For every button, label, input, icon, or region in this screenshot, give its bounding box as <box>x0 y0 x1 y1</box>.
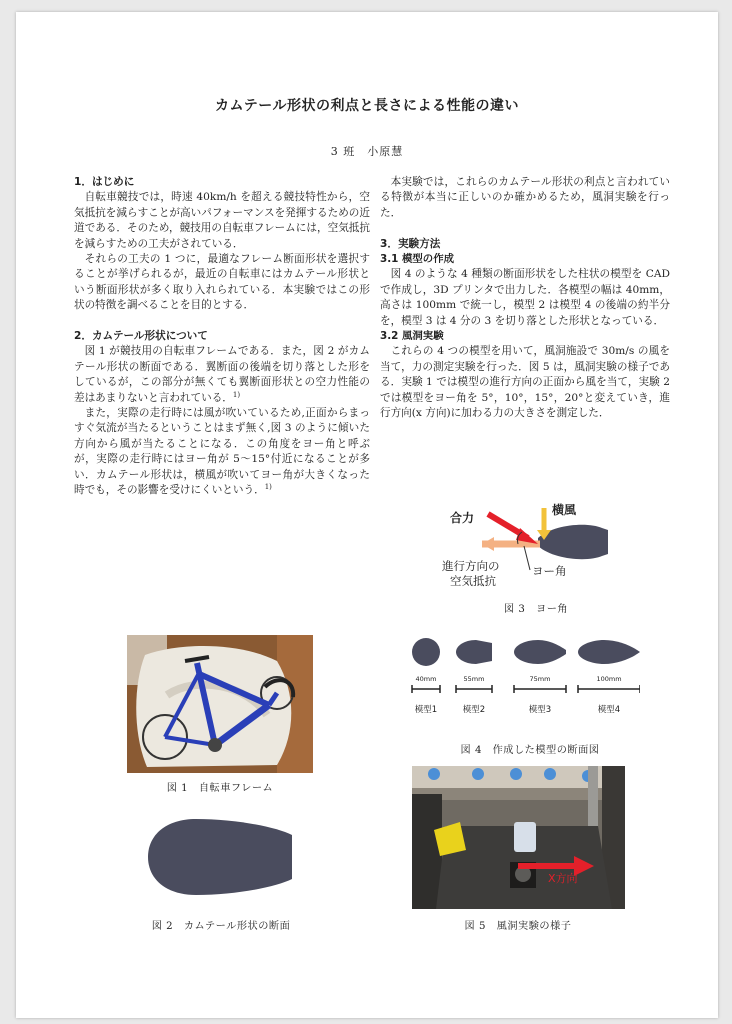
subsection-3-2-heading: 3.2 風洞実験 <box>380 330 444 343</box>
model-3-label: 模型3 <box>528 705 552 715</box>
model-3-section-shape <box>514 640 566 664</box>
section-1-paragraph-1: 自転車競技では，時速 40km/h を超える競技特性から，空気抵抗を減らすことが高いパフォーマンスを発揮するための近道である．そのため，競技用の自転車フレームには，空気抵抗を減らすための工夫がされている． <box>74 191 370 250</box>
wind-tunnel-illustration <box>412 766 625 909</box>
author-line: 3 班 小原慧 <box>330 145 404 158</box>
model-4-dimension-label: 100mm <box>596 675 622 683</box>
label-crosswind: 横風 <box>552 503 577 517</box>
subsection-3-1-paragraph: 図 4 のような 4 種類の断面形状をした柱状の模型を CAD で作成し，3D プリンタで出力した．各模型の幅は 40mm，高さは 100mm で統一し，模型 2 は模型 4 の後端の約半分を，模型 3 は 4 分の 3 を切り落とした形状となっている． <box>380 268 670 327</box>
section-2-heading: 2．カムテール形状について <box>74 330 208 343</box>
x-direction-label: X方向 <box>548 872 578 885</box>
kamm-tail-section-shape <box>538 525 608 559</box>
label-yaw-angle: ヨー角 <box>532 564 567 578</box>
right-intro-paragraph: 本実験では，これらのカムテール形状の利点と言われている特徴が本当に正しいのか確かめるため，風洞実験を行った． <box>380 176 670 219</box>
right-column <box>380 175 670 421</box>
model-4-section-shape <box>578 640 640 664</box>
model-2-section-shape <box>456 640 492 664</box>
bicycle-frame-illustration <box>127 635 313 773</box>
reference-mark: 1) <box>264 483 272 492</box>
paper-title: カムテール形状の利点と長さによる性能の違い <box>215 98 519 114</box>
label-drag-line-2: 空気抵抗 <box>450 574 496 588</box>
subsection-3-1-heading: 3.1 模型の作成 <box>380 253 454 266</box>
figure-4-model-sections <box>400 630 640 726</box>
figure-5-caption: 図 5 風洞実験の様子 <box>464 921 572 932</box>
drag-arrowhead-orange <box>482 537 494 551</box>
section-2-paragraph-2-text: また，実際の走行時には風が吹いているため,正面からまっすぐ気流が当たるということはまず無く,図 3 のように傾いた方向から風が当たることになる．この角度をヨー角と呼ぶが，実際の走行時にはヨー角が 5〜15°付近になることが多い．カムテール形状は，横風が吹いてヨー角が大きくなった時でも，その影響を受けにくいという． <box>74 407 370 497</box>
left-column <box>74 175 370 499</box>
model-1-section-shape <box>412 638 440 666</box>
figure-5-photo <box>412 766 625 909</box>
section-2-paragraph-2 <box>74 406 370 498</box>
model-2-dimension-label: 55mm <box>463 675 485 683</box>
model-1-dimension-line <box>412 685 440 693</box>
figure-1-caption: 図 1 自転車フレーム <box>166 783 274 794</box>
model-1-dimension-label: 40mm <box>415 675 437 683</box>
model-2-dimension-line <box>456 685 492 693</box>
paper-page <box>16 12 718 1018</box>
figure-2-kamm-tail-section <box>146 817 296 897</box>
yaw-label-leader-line <box>524 546 530 570</box>
figure-3-caption: 図 3 ヨー角 <box>503 604 569 615</box>
label-drag-line-1: 進行方向の <box>442 559 500 573</box>
reference-mark: 1) <box>232 390 241 399</box>
section-2-paragraph-1 <box>74 344 370 406</box>
model-3-dimension-line <box>514 685 566 693</box>
figure-4-caption: 図 4 作成した模型の断面図 <box>460 745 600 756</box>
figure-3-yaw-diagram <box>436 496 636 596</box>
figure-2-caption: 図 2 カムテール形状の断面 <box>151 921 291 932</box>
figure-1-photo <box>127 635 313 773</box>
model-4-label: 模型4 <box>597 705 621 715</box>
model-4-dimension-line <box>578 685 640 693</box>
subsection-3-2-paragraph: これらの 4 つの模型を用いて，風洞施設で 30m/s の風を当て，力の測定実験を行った．図 5 は，風洞実験の様子である．実験 1 では模型の進行方向の正面から風を当て，実験 2 では模型をヨー角を 5°，10°，15°，20°と変えていき，進行方向(x 方向)に加わる力の大きさを測定した． <box>380 345 670 420</box>
kamm-tail-shape <box>148 819 292 895</box>
section-1-paragraph-2: それらの工夫の 1 つに，最適なフレーム断面形状を選択することが挙げられるが，最近の自転車にはカムテール形状という断面形状が多く取り入れられている．本実験ではこの形状の特徴を調べることを目的とする． <box>74 253 370 312</box>
model-3-dimension-label: 75mm <box>529 675 551 683</box>
section-3-heading: 3．実験方法 <box>380 237 441 250</box>
model-2-label: 模型2 <box>462 705 486 715</box>
section-1-heading: 1．はじめに <box>74 176 135 188</box>
section-2-paragraph-1-text: 図 1 が競技用の自転車フレームである．また，図 2 がカムテール形状の断面である．翼断面の後端を切り落とした形をしているが，この部分が無くても翼断面形状との空力性能の差はあまりないと言われている． <box>74 345 370 404</box>
label-resultant-force: 合力 <box>450 511 475 525</box>
model-1-label: 模型1 <box>414 705 438 715</box>
